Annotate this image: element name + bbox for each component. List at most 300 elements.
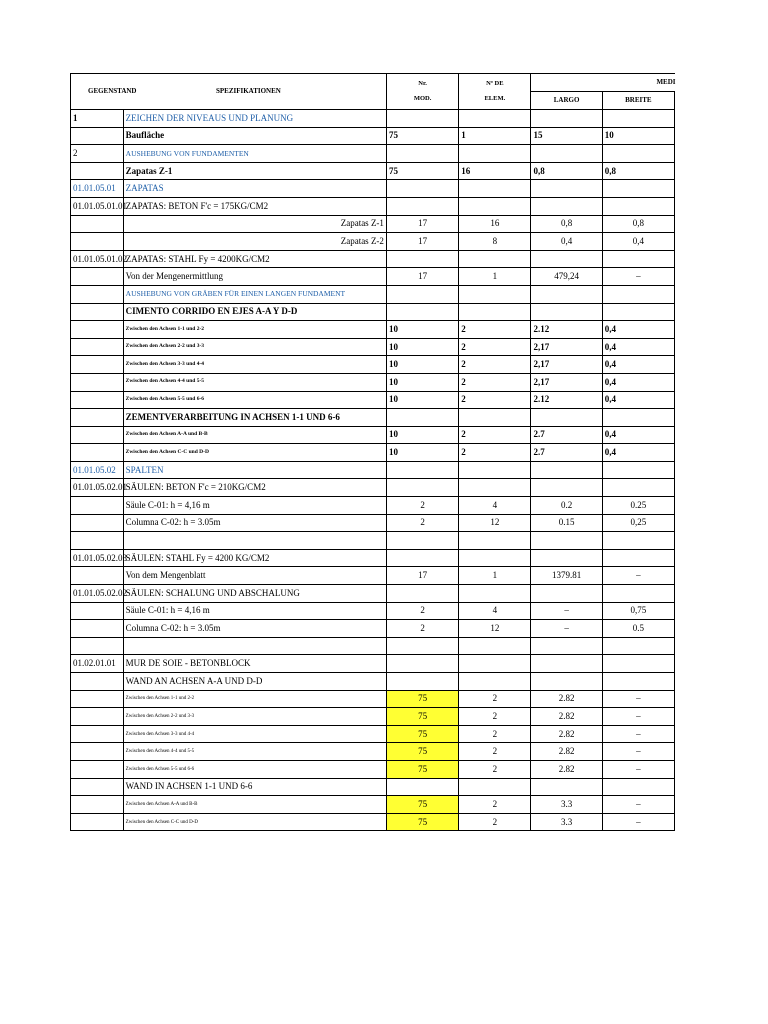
- cell-breite[interactable]: –: [602, 268, 674, 286]
- cell-mod[interactable]: 75: [386, 796, 458, 814]
- cell-code[interactable]: [71, 268, 124, 286]
- table-row: [71, 497, 675, 515]
- cell-code[interactable]: [71, 602, 124, 620]
- table-row: [71, 215, 675, 233]
- cell-desc[interactable]: Zwischen den Achsen C-C und D-D: [123, 813, 386, 831]
- cell-breite[interactable]: [602, 655, 674, 673]
- table-row: [71, 461, 675, 479]
- cell-mod[interactable]: 10: [386, 426, 458, 444]
- cell-largo[interactable]: [531, 778, 602, 796]
- cell-largo[interactable]: 0,8: [531, 162, 602, 180]
- cell-elem[interactable]: 2: [459, 725, 531, 743]
- cell-largo[interactable]: [531, 409, 602, 427]
- header-cell-nr-de-elem[interactable]: [459, 74, 531, 110]
- table-row: [71, 321, 675, 339]
- cell-desc[interactable]: SÄULEN: SCHALUNG UND ABSCHALUNG: [123, 585, 386, 603]
- cell-breite[interactable]: 0,25: [602, 514, 674, 532]
- header-cell-medi[interactable]: [531, 74, 675, 92]
- cell-desc[interactable]: AUSHEBUNG VON FUNDAMENTEN: [123, 145, 386, 163]
- cell-code[interactable]: [71, 567, 124, 585]
- cell-mod[interactable]: 2: [386, 602, 458, 620]
- cell-elem[interactable]: 8: [459, 233, 531, 251]
- cell-elem[interactable]: [459, 479, 531, 497]
- cell-mod[interactable]: 10: [386, 391, 458, 409]
- cell-largo[interactable]: 0.2: [531, 497, 602, 515]
- cell-breite[interactable]: [602, 145, 674, 163]
- cell-breite[interactable]: [602, 673, 674, 691]
- cell-code[interactable]: 1: [71, 110, 124, 128]
- table-row: [71, 620, 675, 638]
- cell-desc[interactable]: Zapatas Z-1: [123, 215, 386, 233]
- cell-mod[interactable]: 17: [386, 567, 458, 585]
- table-row: [71, 444, 675, 462]
- cell-elem[interactable]: 2: [459, 760, 531, 778]
- cell-code[interactable]: 01.01.05.02.03: [71, 549, 124, 567]
- cell-mod[interactable]: [386, 673, 458, 691]
- cell-desc[interactable]: ZAPATAS: STAHL Fy = 4200KG/CM2: [123, 250, 386, 268]
- cell-mod[interactable]: 75: [386, 725, 458, 743]
- cell-largo[interactable]: 15: [531, 127, 602, 145]
- table-row: [71, 585, 675, 603]
- cell-code[interactable]: 01.01.05.02.02: [71, 585, 124, 603]
- table-row: [71, 778, 675, 796]
- cell-elem[interactable]: 16: [459, 162, 531, 180]
- cell-desc[interactable]: Säule C-01: h = 4,16 m: [123, 497, 386, 515]
- cell-code[interactable]: [71, 338, 124, 356]
- cell-mod[interactable]: 75: [386, 708, 458, 726]
- cell-desc[interactable]: Zwischen den Achsen 1-1 und 2-2: [123, 321, 386, 339]
- header-gegenstand: GEGENSTAND: [88, 87, 137, 95]
- cell-elem[interactable]: [459, 655, 531, 673]
- cell-desc[interactable]: ZAPATAS: [123, 180, 386, 198]
- cell-desc[interactable]: Zwischen den Achsen 3-3 und 4-4: [123, 725, 386, 743]
- cell-mod[interactable]: 2: [386, 514, 458, 532]
- header-nr-de: Nº DE: [486, 79, 504, 87]
- cell-largo[interactable]: –: [531, 602, 602, 620]
- cell-breite[interactable]: 0,4: [602, 373, 674, 391]
- cell-largo[interactable]: [531, 532, 602, 550]
- cell-largo[interactable]: 2,17: [531, 338, 602, 356]
- cell-breite[interactable]: 0,4: [602, 426, 674, 444]
- cell-mod[interactable]: [386, 585, 458, 603]
- table-row: [71, 532, 675, 550]
- cell-desc[interactable]: [123, 637, 386, 655]
- cell-largo[interactable]: [531, 655, 602, 673]
- cell-largo[interactable]: [531, 303, 602, 321]
- cell-elem[interactable]: [459, 285, 531, 303]
- cell-breite[interactable]: 0,8: [602, 162, 674, 180]
- cell-elem[interactable]: 1: [459, 268, 531, 286]
- cell-code[interactable]: [71, 514, 124, 532]
- cell-mod[interactable]: [386, 655, 458, 673]
- cell-elem[interactable]: [459, 585, 531, 603]
- cell-breite[interactable]: [602, 303, 674, 321]
- cell-largo[interactable]: 2.82: [531, 725, 602, 743]
- cell-largo[interactable]: [531, 145, 602, 163]
- cell-breite[interactable]: 0,4: [602, 356, 674, 374]
- cell-largo[interactable]: 3.3: [531, 796, 602, 814]
- cell-code[interactable]: [71, 743, 124, 761]
- cell-breite[interactable]: [602, 409, 674, 427]
- table-row: [71, 690, 675, 708]
- cell-breite[interactable]: [602, 285, 674, 303]
- cell-code[interactable]: [71, 778, 124, 796]
- cell-largo[interactable]: [531, 549, 602, 567]
- table-row: [71, 602, 675, 620]
- cell-breite[interactable]: –: [602, 760, 674, 778]
- cell-code[interactable]: [71, 708, 124, 726]
- table-row: [71, 409, 675, 427]
- cell-code[interactable]: 01.01.05.02.01: [71, 479, 124, 497]
- cell-largo[interactable]: –: [531, 620, 602, 638]
- cell-elem[interactable]: [459, 145, 531, 163]
- cell-code[interactable]: [71, 321, 124, 339]
- cell-desc[interactable]: ZEMENTVERARBEITUNG IN ACHSEN 1-1 UND 6-6: [123, 409, 386, 427]
- table-row: [71, 743, 675, 761]
- cell-breite[interactable]: 0,4: [602, 321, 674, 339]
- cell-mod[interactable]: 75: [386, 127, 458, 145]
- table-row: [71, 197, 675, 215]
- cell-elem[interactable]: 2: [459, 321, 531, 339]
- cell-largo[interactable]: 0,4: [531, 233, 602, 251]
- cell-elem[interactable]: 2: [459, 796, 531, 814]
- header-mod: MOD.: [413, 95, 432, 102]
- cell-code[interactable]: [71, 690, 124, 708]
- cell-breite[interactable]: 0.25: [602, 497, 674, 515]
- cell-largo[interactable]: [531, 637, 602, 655]
- cell-largo[interactable]: 2.7: [531, 444, 602, 462]
- cell-code[interactable]: [71, 356, 124, 374]
- header-cell-gegenstand[interactable]: [71, 74, 387, 110]
- cell-breite[interactable]: –: [602, 567, 674, 585]
- cell-desc[interactable]: Von dem Mengenblatt: [123, 567, 386, 585]
- table-row: [71, 708, 675, 726]
- cell-mod[interactable]: 75: [386, 162, 458, 180]
- cell-desc[interactable]: MUR DE SOIE - BETONBLOCK: [123, 655, 386, 673]
- cell-breite[interactable]: [602, 778, 674, 796]
- cell-mod[interactable]: [386, 110, 458, 128]
- cell-largo[interactable]: [531, 110, 602, 128]
- cell-elem[interactable]: 1: [459, 567, 531, 585]
- cell-mod[interactable]: [386, 180, 458, 198]
- cell-desc[interactable]: Columna C-02: h = 3.05m: [123, 514, 386, 532]
- cell-desc[interactable]: WAND IN ACHSEN 1-1 UND 6-6: [123, 778, 386, 796]
- cell-elem[interactable]: 2: [459, 426, 531, 444]
- cell-elem[interactable]: 2: [459, 743, 531, 761]
- cell-mod[interactable]: [386, 778, 458, 796]
- cell-breite[interactable]: 0,4: [602, 338, 674, 356]
- cell-mod[interactable]: 10: [386, 356, 458, 374]
- cell-elem[interactable]: 2: [459, 356, 531, 374]
- cell-largo[interactable]: 2.7: [531, 426, 602, 444]
- cell-desc[interactable]: Zwischen den Achsen 2-2 und 3-3: [123, 338, 386, 356]
- cell-breite[interactable]: 0,4: [602, 444, 674, 462]
- cell-breite[interactable]: [602, 250, 674, 268]
- header-largo[interactable]: LARGO: [531, 92, 602, 110]
- cell-desc[interactable]: Zwischen den Achsen C-C und D-D: [123, 444, 386, 462]
- cell-mod[interactable]: [386, 637, 458, 655]
- cell-mod[interactable]: 75: [386, 813, 458, 831]
- cell-breite[interactable]: [602, 461, 674, 479]
- cell-elem[interactable]: [459, 532, 531, 550]
- cell-largo[interactable]: 0,8: [531, 215, 602, 233]
- cell-code[interactable]: [71, 725, 124, 743]
- header-spezifikationen: SPEZIFIKATIONEN: [216, 87, 281, 95]
- cell-desc[interactable]: AUSHEBUNG VON GRÄBEN FÜR EINEN LANGEN FUNDAMENT: [123, 285, 386, 303]
- cell-largo[interactable]: 0.15: [531, 514, 602, 532]
- cell-desc[interactable]: Zwischen den Achsen 5-5 und 6-6: [123, 760, 386, 778]
- cell-breite[interactable]: [602, 197, 674, 215]
- cell-largo[interactable]: 2.12: [531, 321, 602, 339]
- cell-largo[interactable]: [531, 461, 602, 479]
- cell-desc[interactable]: Zwischen den Achsen A-A und B-B: [123, 426, 386, 444]
- cell-largo[interactable]: [531, 585, 602, 603]
- cell-breite[interactable]: 0,4: [602, 391, 674, 409]
- cell-breite[interactable]: [602, 549, 674, 567]
- cell-mod[interactable]: [386, 250, 458, 268]
- cell-desc[interactable]: Columna C-02: h = 3.05m: [123, 620, 386, 638]
- cell-largo[interactable]: [531, 250, 602, 268]
- cell-code[interactable]: [71, 233, 124, 251]
- cell-elem[interactable]: 2: [459, 391, 531, 409]
- cell-mod[interactable]: [386, 303, 458, 321]
- cell-code[interactable]: [71, 409, 124, 427]
- cell-breite[interactable]: –: [602, 813, 674, 831]
- cell-desc[interactable]: Zwischen den Achsen 3-3 und 4-4: [123, 356, 386, 374]
- cell-mod[interactable]: 75: [386, 690, 458, 708]
- spreadsheet-sheet: [70, 73, 675, 831]
- cell-elem[interactable]: 2: [459, 338, 531, 356]
- cell-elem[interactable]: 4: [459, 602, 531, 620]
- cell-code[interactable]: [71, 532, 124, 550]
- cell-code[interactable]: [71, 303, 124, 321]
- cell-elem[interactable]: [459, 303, 531, 321]
- cell-largo[interactable]: [531, 285, 602, 303]
- cell-breite[interactable]: 0.5: [602, 620, 674, 638]
- cell-largo[interactable]: 2,17: [531, 373, 602, 391]
- table-row: [71, 637, 675, 655]
- cell-mod[interactable]: [386, 197, 458, 215]
- cell-mod[interactable]: 17: [386, 233, 458, 251]
- cell-code[interactable]: 01.01.05.01: [71, 180, 124, 198]
- cell-breite[interactable]: [602, 110, 674, 128]
- table-row: [71, 796, 675, 814]
- table-row: [71, 514, 675, 532]
- table-row: [71, 356, 675, 374]
- cell-mod[interactable]: [386, 479, 458, 497]
- cell-desc[interactable]: Zwischen den Achsen 5-5 und 6-6: [123, 391, 386, 409]
- cell-elem[interactable]: 2: [459, 373, 531, 391]
- cell-mod[interactable]: 17: [386, 268, 458, 286]
- cell-mod[interactable]: [386, 532, 458, 550]
- cell-breite[interactable]: 0,75: [602, 602, 674, 620]
- table-body: [71, 110, 675, 831]
- cell-mod[interactable]: [386, 285, 458, 303]
- cell-mod[interactable]: 10: [386, 444, 458, 462]
- cell-breite[interactable]: –: [602, 743, 674, 761]
- cell-code[interactable]: [71, 444, 124, 462]
- cell-largo[interactable]: 2.82: [531, 743, 602, 761]
- table-row: [71, 303, 675, 321]
- cell-breite[interactable]: [602, 585, 674, 603]
- cell-desc[interactable]: Von der Mengenermittlung: [123, 268, 386, 286]
- cell-largo[interactable]: 2,17: [531, 356, 602, 374]
- cell-desc[interactable]: Säule C-01: h = 4,16 m: [123, 602, 386, 620]
- cell-elem[interactable]: 16: [459, 215, 531, 233]
- table-row: [71, 391, 675, 409]
- cell-breite[interactable]: –: [602, 796, 674, 814]
- cell-mod[interactable]: [386, 145, 458, 163]
- cell-largo[interactable]: 2.82: [531, 690, 602, 708]
- cell-elem[interactable]: [459, 461, 531, 479]
- cell-breite[interactable]: [602, 532, 674, 550]
- cell-largo[interactable]: 479,24: [531, 268, 602, 286]
- cell-elem[interactable]: [459, 197, 531, 215]
- cell-largo[interactable]: 3.3: [531, 813, 602, 831]
- header-medi: MEDI: [656, 78, 676, 86]
- cell-desc[interactable]: Zwischen den Achsen 4-4 und 5-5: [123, 373, 386, 391]
- cell-largo[interactable]: 1379.81: [531, 567, 602, 585]
- cell-breite[interactable]: [602, 637, 674, 655]
- cell-code[interactable]: 01.01.05.01.02: [71, 250, 124, 268]
- cell-code[interactable]: [71, 127, 124, 145]
- cell-desc[interactable]: ZEICHEN DER NIVEAUS UND PLANUNG: [123, 110, 386, 128]
- table-row: [71, 760, 675, 778]
- cell-desc[interactable]: Zwischen den Achsen A-A und B-B: [123, 796, 386, 814]
- cell-elem[interactable]: 2: [459, 444, 531, 462]
- cell-elem[interactable]: 2: [459, 708, 531, 726]
- cell-elem[interactable]: 12: [459, 514, 531, 532]
- cell-code[interactable]: [71, 637, 124, 655]
- table-row: [71, 725, 675, 743]
- cell-mod[interactable]: 2: [386, 497, 458, 515]
- cell-desc[interactable]: SÄULEN: BETON F'c = 210KG/CM2: [123, 479, 386, 497]
- cell-desc[interactable]: WAND AN ACHSEN A-A UND D-D: [123, 673, 386, 691]
- cell-largo[interactable]: [531, 197, 602, 215]
- cell-desc[interactable]: Baufläche: [123, 127, 386, 145]
- cell-mod[interactable]: 75: [386, 743, 458, 761]
- cell-mod[interactable]: 10: [386, 338, 458, 356]
- cell-elem[interactable]: [459, 778, 531, 796]
- cell-mod[interactable]: [386, 409, 458, 427]
- table-row: [71, 268, 675, 286]
- table-row: [71, 567, 675, 585]
- cell-elem[interactable]: 12: [459, 620, 531, 638]
- cell-desc[interactable]: Zwischen den Achsen 1-1 und 2-2: [123, 690, 386, 708]
- cell-code[interactable]: [71, 813, 124, 831]
- cell-desc[interactable]: Zapatas Z-1: [123, 162, 386, 180]
- cell-elem[interactable]: 2: [459, 690, 531, 708]
- cell-code[interactable]: [71, 796, 124, 814]
- cell-breite[interactable]: 0,4: [602, 233, 674, 251]
- cell-code[interactable]: 01.01.05.01.01: [71, 197, 124, 215]
- table-row: [71, 233, 675, 251]
- cell-breite[interactable]: 10: [602, 127, 674, 145]
- cell-elem[interactable]: [459, 409, 531, 427]
- header-cell-nr-mod[interactable]: [386, 74, 458, 110]
- cell-code[interactable]: [71, 373, 124, 391]
- table-row: [71, 162, 675, 180]
- table-row: [71, 655, 675, 673]
- cell-breite[interactable]: –: [602, 690, 674, 708]
- cell-largo[interactable]: 2.12: [531, 391, 602, 409]
- cell-code[interactable]: [71, 162, 124, 180]
- cell-desc[interactable]: Zwischen den Achsen 4-4 und 5-5: [123, 743, 386, 761]
- cell-elem[interactable]: [459, 110, 531, 128]
- cell-largo[interactable]: [531, 479, 602, 497]
- cell-elem[interactable]: 2: [459, 813, 531, 831]
- cell-desc[interactable]: CIMENTO CORRIDO EN EJES A-A Y D-D: [123, 303, 386, 321]
- cell-code[interactable]: 01.02.01.01: [71, 655, 124, 673]
- cell-code[interactable]: [71, 760, 124, 778]
- cell-code[interactable]: [71, 285, 124, 303]
- cell-desc[interactable]: Zapatas Z-2: [123, 233, 386, 251]
- cell-mod[interactable]: 10: [386, 373, 458, 391]
- cell-mod[interactable]: 2: [386, 620, 458, 638]
- table-row: [71, 110, 675, 128]
- cell-elem[interactable]: [459, 637, 531, 655]
- cell-desc[interactable]: [123, 532, 386, 550]
- cell-code[interactable]: [71, 673, 124, 691]
- cell-code[interactable]: [71, 215, 124, 233]
- table-row: [71, 127, 675, 145]
- table-row: [71, 250, 675, 268]
- table-row: [71, 145, 675, 163]
- cell-code[interactable]: 2: [71, 145, 124, 163]
- cell-breite[interactable]: –: [602, 725, 674, 743]
- header-breite[interactable]: BREITE: [602, 92, 674, 110]
- table-row: [71, 373, 675, 391]
- cell-elem[interactable]: [459, 549, 531, 567]
- cell-code[interactable]: [71, 391, 124, 409]
- cell-elem[interactable]: [459, 673, 531, 691]
- table-row: [71, 479, 675, 497]
- cell-elem[interactable]: 1: [459, 127, 531, 145]
- cell-code[interactable]: 01.01.05.02: [71, 461, 124, 479]
- cell-largo[interactable]: 2.82: [531, 760, 602, 778]
- cell-desc[interactable]: SPALTEN: [123, 461, 386, 479]
- cell-largo[interactable]: [531, 180, 602, 198]
- cell-elem[interactable]: [459, 180, 531, 198]
- cell-mod[interactable]: 10: [386, 321, 458, 339]
- cell-mod[interactable]: [386, 461, 458, 479]
- cell-desc[interactable]: Zwischen den Achsen 2-2 und 3-3: [123, 708, 386, 726]
- cell-desc[interactable]: SÄULEN: STAHL Fy = 4200 KG/CM2: [123, 549, 386, 567]
- table-row: [71, 180, 675, 198]
- table-row: [71, 426, 675, 444]
- cell-largo[interactable]: 2.82: [531, 708, 602, 726]
- table-row: [71, 338, 675, 356]
- cell-breite[interactable]: 0,8: [602, 215, 674, 233]
- header-row-1: [71, 74, 675, 92]
- cell-breite[interactable]: [602, 180, 674, 198]
- table-row: [71, 285, 675, 303]
- table-row: [71, 549, 675, 567]
- header-nr: Nr.: [418, 79, 427, 87]
- cell-elem[interactable]: 4: [459, 497, 531, 515]
- cell-largo[interactable]: [531, 673, 602, 691]
- cell-code[interactable]: [71, 426, 124, 444]
- cell-mod[interactable]: [386, 549, 458, 567]
- cell-mod[interactable]: 75: [386, 760, 458, 778]
- cell-desc[interactable]: ZAPATAS: BETON F'c = 175KG/CM2: [123, 197, 386, 215]
- cell-breite[interactable]: –: [602, 708, 674, 726]
- cell-elem[interactable]: [459, 250, 531, 268]
- cell-code[interactable]: [71, 497, 124, 515]
- cell-breite[interactable]: [602, 479, 674, 497]
- cell-code[interactable]: [71, 620, 124, 638]
- cell-mod[interactable]: 17: [386, 215, 458, 233]
